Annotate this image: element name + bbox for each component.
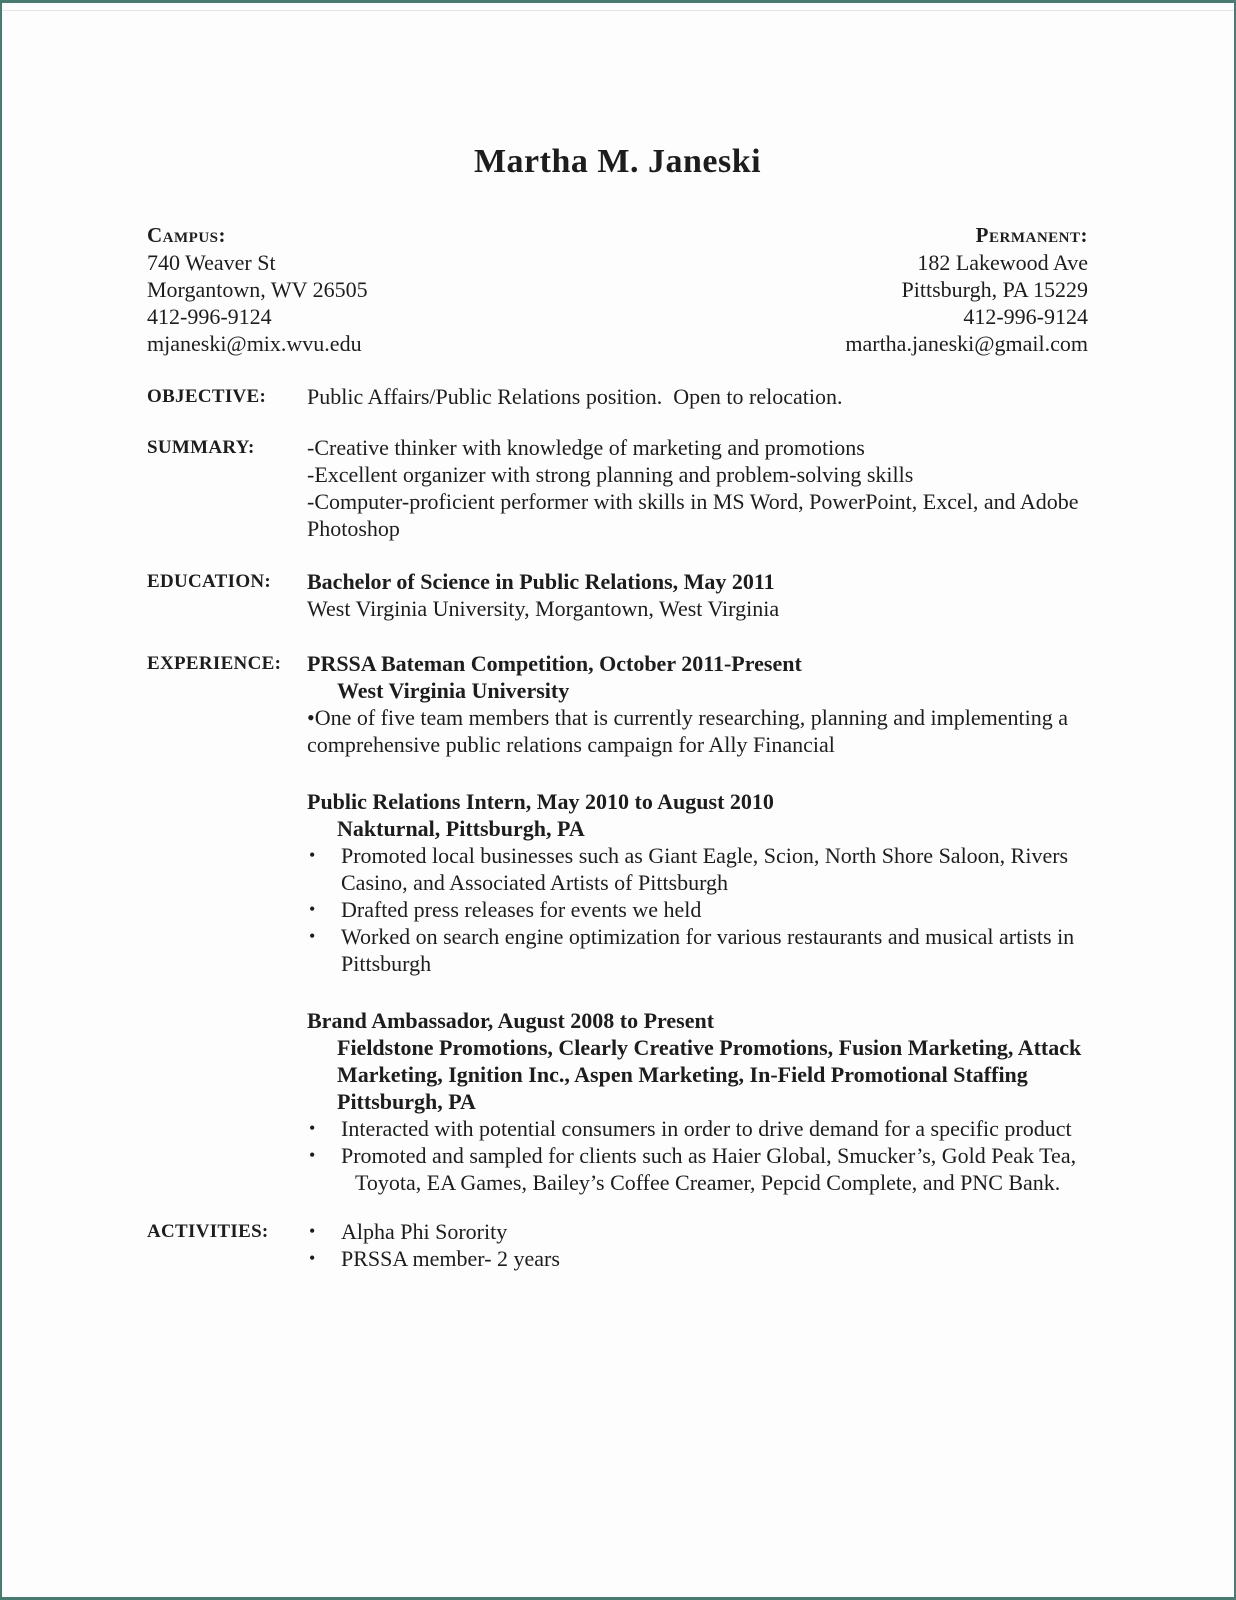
bullet-text: PRSSA member- 2 years xyxy=(341,1246,560,1271)
bullet-icon: • xyxy=(309,1221,316,1241)
job-title: Brand Ambassador, August 2008 to Present xyxy=(307,1008,715,1033)
section-summary xyxy=(147,434,1088,542)
campus-phone: 412-996-9124 xyxy=(147,304,272,329)
objective-label: OBJECTIVE: xyxy=(147,386,267,407)
job-bullet xyxy=(307,1142,1088,1196)
campus-address-block xyxy=(147,222,368,357)
permanent-city: Pittsburgh, PA 15229 xyxy=(901,277,1088,302)
section-objective xyxy=(147,383,1088,410)
education-degree: Bachelor of Science in Public Relations, May 2011 xyxy=(307,569,775,594)
activities-list xyxy=(307,1218,1088,1272)
objective-text: Public Affairs/Public Relations position. Open to relocation. xyxy=(307,384,843,409)
permanent-email: martha.janeski@gmail.com xyxy=(845,331,1088,356)
permanent-address-block xyxy=(845,222,1088,357)
permanent-street: 182 Lakewood Ave xyxy=(917,250,1088,275)
bullet-icon: • xyxy=(309,926,316,946)
top-hairline xyxy=(2,10,1234,11)
bullet-text: Drafted press releases for events we held xyxy=(341,897,702,922)
bullet-text: Interacted with potential consumers in order to drive demand for a specific product xyxy=(341,1116,1072,1141)
campus-label: Campus: xyxy=(147,223,226,247)
job-brand-ambassador xyxy=(307,1007,1088,1196)
job-title: Public Relations Intern, May 2010 to August 2010 xyxy=(307,789,774,814)
bullet-text: Promoted local businesses such as Giant Eagle, Scion, North Shore Saloon, Rivers Casino, and Associated Artists of Pittsburgh xyxy=(341,843,1069,895)
campus-email: mjaneski@mix.wvu.edu xyxy=(147,331,362,356)
summary-item: -Computer-proficient performer with skills in MS Word, PowerPoint, Excel, and Adobe Photoshop xyxy=(307,489,1079,541)
bullet-icon: • xyxy=(309,1145,316,1165)
section-experience xyxy=(147,650,1088,1196)
section-education xyxy=(147,568,1088,622)
activity-bullet xyxy=(307,1245,1088,1272)
job-bullet xyxy=(307,896,1088,923)
job-title: PRSSA Bateman Competition, October 2011-Present xyxy=(307,651,802,676)
campus-city: Morgantown, WV 26505 xyxy=(147,277,368,302)
job-bullet xyxy=(307,842,1088,896)
job-organization: Nakturnal, Pittsburgh, PA xyxy=(337,816,585,841)
summary-item: -Creative thinker with knowledge of marketing and promotions xyxy=(307,435,865,460)
experience-label: EXPERIENCE: xyxy=(147,653,282,674)
job-bullet xyxy=(307,923,1088,977)
job-description: •One of five team members that is currently researching, planning and implementing a comprehensive public relations campaign for Ally Financial xyxy=(307,705,1068,757)
experience-jobs xyxy=(307,650,1088,1196)
education-label: EDUCATION: xyxy=(147,571,272,592)
bullet-text: Promoted and sampled for clients such as Haier Global, Smucker’s, Gold Peak Tea, Toyota, EA Games, Bailey’s Coffee Creamer, Pepcid Complete, and PNC Bank. xyxy=(341,1143,1077,1195)
summary-item: -Excellent organizer with strong planning and problem-solving skills xyxy=(307,462,914,487)
activities-label: ACTIVITIES: xyxy=(147,1221,269,1242)
job-prssa-bateman xyxy=(307,650,1088,758)
bullet-icon: • xyxy=(309,1118,316,1138)
activity-bullet xyxy=(307,1218,1088,1245)
job-organization: West Virginia University xyxy=(337,678,570,703)
bullet-icon: • xyxy=(309,899,316,919)
job-bullet xyxy=(307,1115,1088,1142)
job-pr-intern xyxy=(307,788,1088,977)
section-activities xyxy=(147,1218,1088,1272)
summary-items xyxy=(307,434,1088,542)
bullet-text: Worked on search engine optimization for various restaurants and musical artists in Pittsburgh xyxy=(341,924,1075,976)
permanent-label: Permanent: xyxy=(975,223,1088,247)
contact-block xyxy=(147,222,1088,357)
resume-content xyxy=(147,141,1088,1272)
bullet-text: Alpha Phi Sorority xyxy=(341,1219,508,1244)
education-school: West Virginia University, Morgantown, West Virginia xyxy=(307,596,780,621)
campus-street: 740 Weaver St xyxy=(147,250,276,275)
bullet-icon: • xyxy=(309,845,316,865)
page-title: Martha M. Janeski xyxy=(473,143,762,180)
bullet-icon: • xyxy=(309,1248,316,1268)
education-details xyxy=(307,568,1088,622)
permanent-phone: 412-996-9124 xyxy=(963,304,1088,329)
summary-label: SUMMARY: xyxy=(147,437,255,458)
job-organization: Fieldstone Promotions, Clearly Creative Promotions, Fusion Marketing, Attack Marketing, Ignition Inc., Aspen Marketing, In-Field Promotional Staffing Pittsburgh, PA xyxy=(337,1035,1082,1114)
